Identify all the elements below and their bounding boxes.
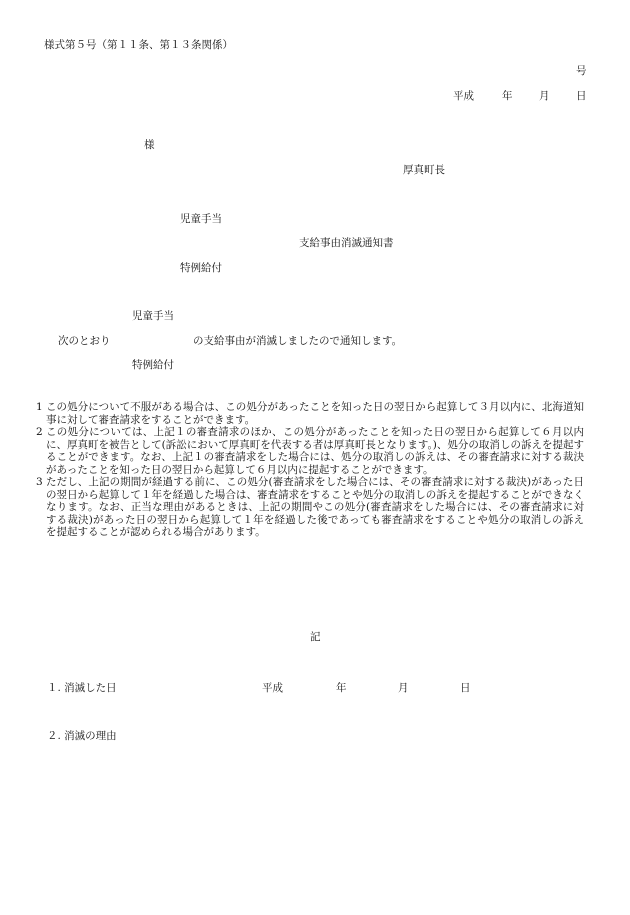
- addressee-suffix: 様: [144, 139, 155, 151]
- title-option-child-allowance: 児童手当: [180, 213, 222, 225]
- form-label: 様式第５号（第１１条、第１３条関係）: [44, 39, 233, 51]
- issuer-name: 厚真町長: [403, 164, 445, 176]
- body-lead: 次のとおり: [58, 335, 111, 347]
- document-number-suffix: 号: [576, 65, 587, 77]
- body-option-child-allowance: 児童手当: [132, 310, 174, 322]
- appeal-notes: [36, 401, 584, 539]
- title-option-special-benefit: 特例給付: [180, 262, 222, 274]
- note-item: [36, 401, 584, 426]
- date-month-label: 月: [539, 90, 550, 102]
- note-item: [36, 426, 584, 476]
- note-item: [36, 476, 584, 539]
- note-number: 2: [36, 426, 43, 438]
- note-text: この処分については、上記１の審査請求のほか、この処分があったことを知った日の翌日から起算して６月以内に、厚真町を被告として(訴訟において厚真町を代表する者は厚真町長となります。)、処分の取消しの訴えを提起することができます。なお、上記１の審査請求をした場合には、処分の取消しの訴えは、その審査請求に対する裁決があったことを知った日の翌日から起算して６月以内に提起することができます。: [46, 426, 584, 476]
- item-date-month-label: 月: [398, 682, 409, 694]
- body-tail: の支給事由が消滅しましたので通知します。: [193, 335, 403, 347]
- item-date-year-label: 年: [336, 682, 347, 694]
- note-number: 1: [36, 401, 43, 413]
- title-main: 支給事由消滅通知書: [299, 237, 394, 249]
- date-era: 平成: [453, 90, 474, 102]
- item-date-era: 平成: [262, 682, 283, 694]
- date-year-label: 年: [502, 90, 513, 102]
- item-date-label: １. 消滅した日: [47, 682, 117, 694]
- note-text: ただし、上記の期間が経過する前に、この処分(審査請求をした場合には、その審査請求に対する裁決)があった日の翌日から起算して１年を経過した場合は、審査請求をすることや処分の取消しの訴えを提起することができなくなります。なお、正当な理由があるときは、上記の期間やこの処分(審査請求をした場合には、その審査請求に対する裁決)があった日の翌日から起算して１年を経過した後であっても審査請求をすることや処分の取消しの訴えを提起することが認められる場合があります。: [46, 476, 584, 538]
- item-reason-label: ２. 消滅の理由: [47, 730, 117, 742]
- item-date-day-label: 日: [460, 682, 471, 694]
- body-option-special-benefit: 特例給付: [132, 359, 174, 371]
- note-text: この処分について不服がある場合は、この処分があったことを知った日の翌日から起算して３月以内に、北海道知事に対して審査請求をすることができます。: [46, 401, 584, 426]
- ki-heading: 記: [310, 631, 321, 643]
- note-number: 3: [36, 476, 43, 488]
- date-day-label: 日: [576, 90, 587, 102]
